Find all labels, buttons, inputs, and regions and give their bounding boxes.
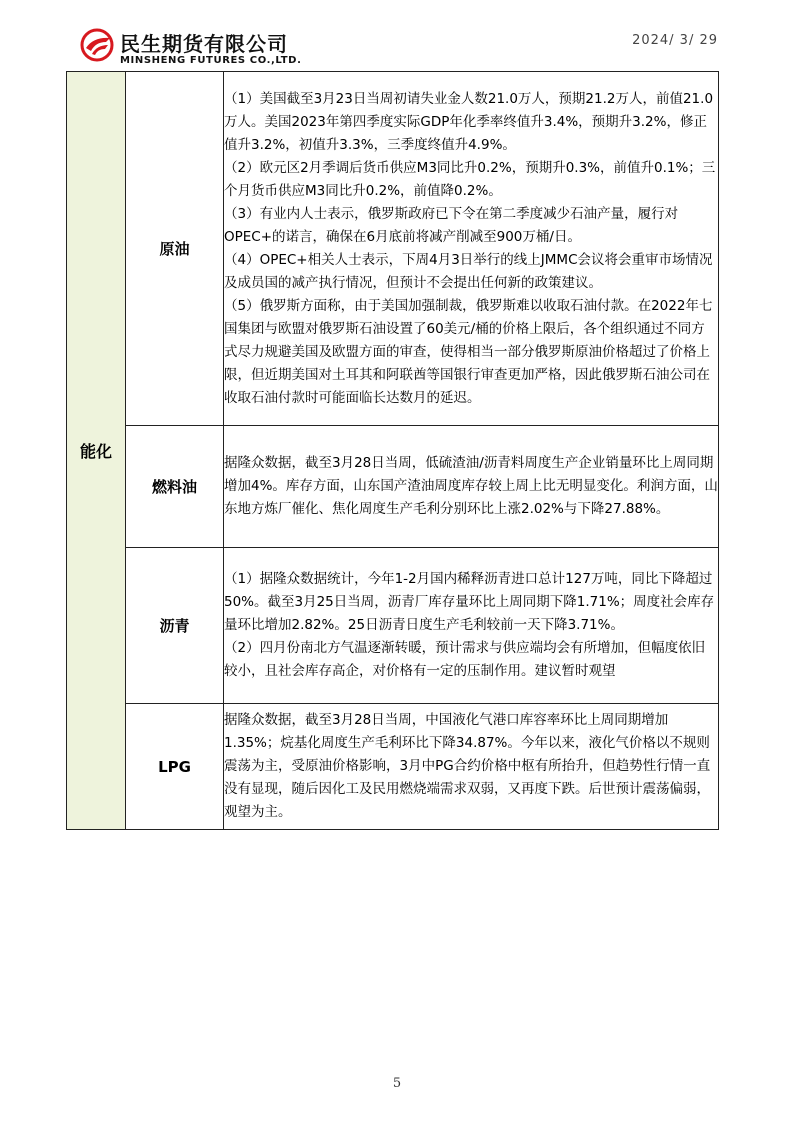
company-name-en: MINSHENG FUTURES CO.,LTD. <box>120 55 302 66</box>
minsheng-logo-icon <box>80 28 114 62</box>
table-row <box>67 72 719 426</box>
content-paragraph: （3）有业内人士表示，俄罗斯政府已下令在第二季度减少石油产量，履行对OPEC+的诺言，确保在6月底前将减产削减至900万桶/日。 <box>224 205 679 245</box>
content-paragraph: （5）俄罗斯方面称，由于美国加强制裁，俄罗斯难以收取石油付款。在2022年七国集团与欧盟对俄罗斯石油设置了60美元/桶的价格上限后，各个组织通过不同方式尽力规避美国及欧盟方面的审查，使得相当一部分俄罗斯原油价格超过了价格上限，但近期美国对土耳其和阿联酋等国银行审查更加严格，因此俄罗斯石油公司在收取石油付款时可能面临长达数月的延迟。 <box>224 297 713 406</box>
content-paragraph: （1）据隆众数据统计，今年1-2月国内稀释沥青进口总计127万吨，同比下降超过50%。截至3月25日当周，沥青厂库存量环比上周同期下降1.71%；周度社会库存量环比增加2.82%。25日沥青日度生产毛利较前一天下降3.71%。 <box>224 571 715 633</box>
commodity-content <box>224 426 719 548</box>
commodity-content <box>224 704 719 830</box>
content-paragraph: （2）欧元区2月季调后货币供应M3同比升0.2%，预期升0.3%，前值升0.1%；三个月货币供应M3同比升0.2%，前值降0.2%。 <box>224 159 716 199</box>
content-paragraph: （2）四月份南北方气温逐渐转暖，预计需求与供应端均会有所增加，但幅度依旧较小，且社会库存高企，对价格有一定的压制作用。建议暂时观望 <box>224 640 706 679</box>
company-name-cn: 民生期货有限公司 <box>120 32 288 56</box>
commodity-name: 燃料油 <box>126 426 224 548</box>
category-cell: 能化 <box>67 72 126 830</box>
commodity-name: 原油 <box>126 72 224 426</box>
commodity-content <box>224 548 719 704</box>
table-row <box>67 426 719 548</box>
content-paragraph: 据隆众数据，截至3月28日当周，中国液化气港口库容率环比上周同期增加1.35%；烷基化周度生产毛利环比下降34.87%。今年以来，液化气价格以不规则震荡为主，受原油价格影响，3月中PG合约价格中枢有所抬升，但趋势性行情一直没有显现，随后因化工及民用燃烧端需求双弱，又再度下跌。后世预计震荡偏弱，观望为主。 <box>224 712 711 820</box>
table-row <box>67 548 719 704</box>
commodity-name: 沥青 <box>126 548 224 704</box>
content-paragraph: （1）美国截至3月23日当周初请失业金人数21.0万人，预期21.2万人，前值21.0万人。美国2023年第四季度实际GDP年化季率终值升3.4%，预期升3.2%，修正值升3.2%，初值升3.3%，三季度终值升4.9%。 <box>224 90 714 153</box>
commodity-content <box>224 72 719 426</box>
page-number: 5 <box>392 1076 402 1091</box>
content-paragraph: （4）OPEC+相关人士表示，下周4月3日举行的线上JMMC会议将会重审市场情况及成员国的减产执行情况，但预计不会提出任何新的政策建议。 <box>224 251 713 291</box>
content-paragraph: 据隆众数据，截至3月28日当周，低硫渣油/沥青料周度生产企业销量环比上周同期增加4%。库存方面，山东国产渣油周度库存较上周上比无明显变化。利润方面，山东地方炼厂催化、焦化周度生产毛利分别环比上涨2.02%与下降27.88%。 <box>224 455 718 517</box>
commodity-name: LPG <box>126 704 224 830</box>
report-date: 2024/ 3/ 29 <box>632 33 718 48</box>
page-header <box>0 0 794 72</box>
commodity-table <box>66 71 719 830</box>
table-row <box>67 704 719 830</box>
